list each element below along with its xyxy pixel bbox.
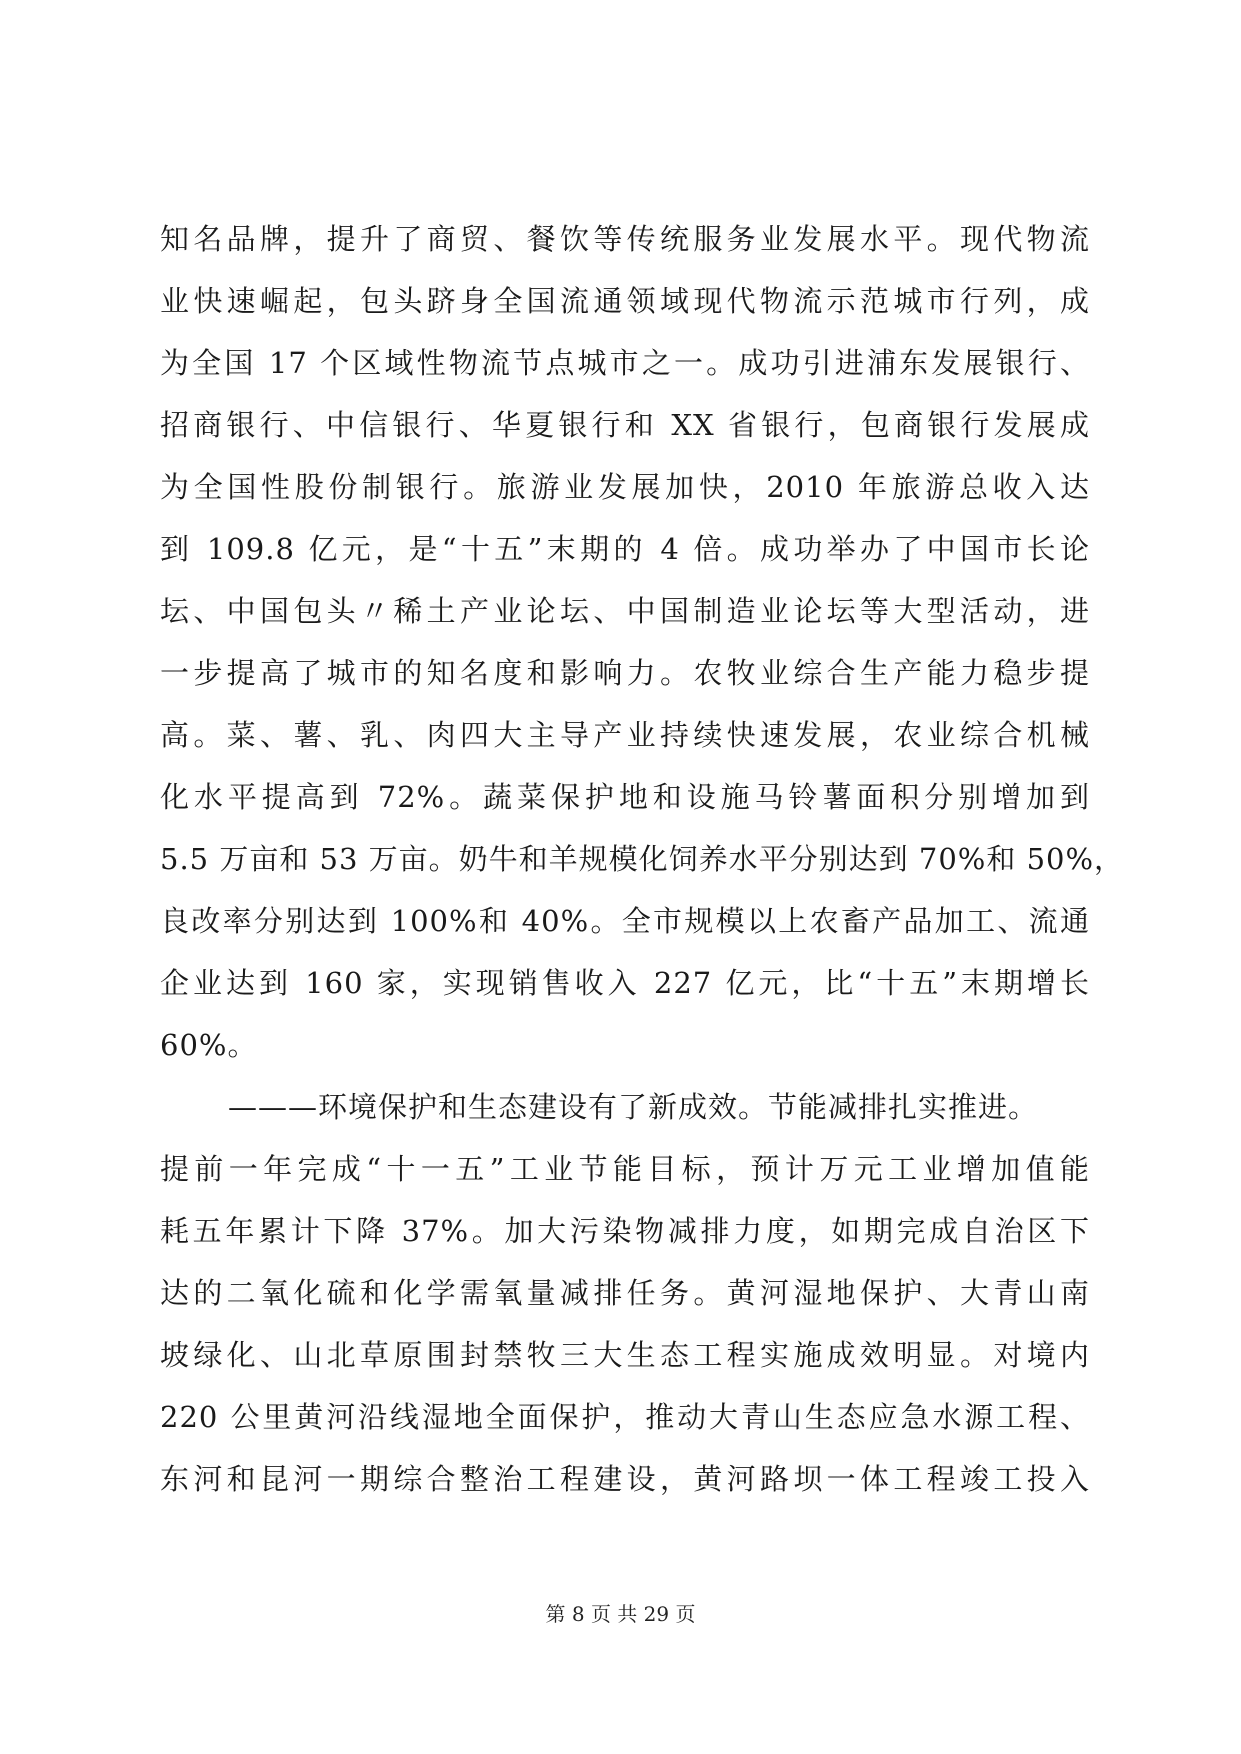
text-line: 耗五年累计下降 37%。加大污染物减排力度，如期完成自治区下 — [160, 1214, 1090, 1248]
text-line: 一步提高了城市的知名度和影响力。农牧业综合生产能力稳步提 — [160, 656, 1090, 690]
text-line: 企业达到 160 家，实现销售收入 227 亿元，比“十五”末期增长 — [160, 966, 1090, 1000]
text-line: 高。菜、薯、乳、肉四大主导产业持续快速发展，农业综合机械 — [160, 718, 1090, 752]
page-number-footer: 第 8 页 共 29 页 — [545, 1602, 696, 1626]
text-line: 为全国性股份制银行。旅游业发展加快，2010 年旅游总收入达 — [160, 470, 1090, 504]
text-line: 良改率分别达到 100%和 40%。全市规模以上农畜产品加工、流通 — [160, 904, 1090, 938]
text-line: 坛、中国包头〃稀土产业论坛、中国制造业论坛等大型活动，进 — [160, 594, 1090, 628]
text-line: 知名品牌，提升了商贸、餐饮等传统服务业发展水平。现代物流 — [160, 222, 1090, 256]
body-text — [160, 208, 1125, 1510]
text-line: 东河和昆河一期综合整治工程建设，黄河路坝一体工程竣工投入 — [160, 1462, 1090, 1496]
text-line: 业快速崛起，包头跻身全国流通领域现代物流示范城市行列，成 — [160, 284, 1090, 318]
text-line: 坡绿化、山北草原围封禁牧三大生态工程实施成效明显。对境内 — [160, 1338, 1090, 1372]
text-line: 220 公里黄河沿线湿地全面保护，推动大青山生态应急水源工程、 — [160, 1400, 1090, 1434]
text-line: 60%。 — [160, 1028, 258, 1062]
text-line: 提前一年完成“十一五”工业节能目标，预计万元工业增加值能 — [160, 1152, 1090, 1186]
text-line: 招商银行、中信银行、华夏银行和 XX 省银行，包商银行发展成 — [160, 408, 1090, 442]
paragraph-start-line: ———环境保护和生态建设有了新成效。节能减排扎实推进。 — [228, 1090, 1039, 1124]
text-line: 5.5 万亩和 53 万亩。奶牛和羊规模化饲养水平分别达到 70%和 50%， — [160, 842, 1125, 876]
text-line: 为全国 17 个区域性物流节点城市之一。成功引进浦东发展银行、 — [160, 346, 1090, 380]
text-line: 化水平提高到 72%。蔬菜保护地和设施马铃薯面积分别增加到 — [160, 780, 1090, 814]
text-line: 到 109.8 亿元，是“十五”末期的 4 倍。成功举办了中国市长论 — [160, 532, 1090, 566]
text-line: 达的二氧化硫和化学需氧量减排任务。黄河湿地保护、大青山南 — [160, 1276, 1090, 1310]
